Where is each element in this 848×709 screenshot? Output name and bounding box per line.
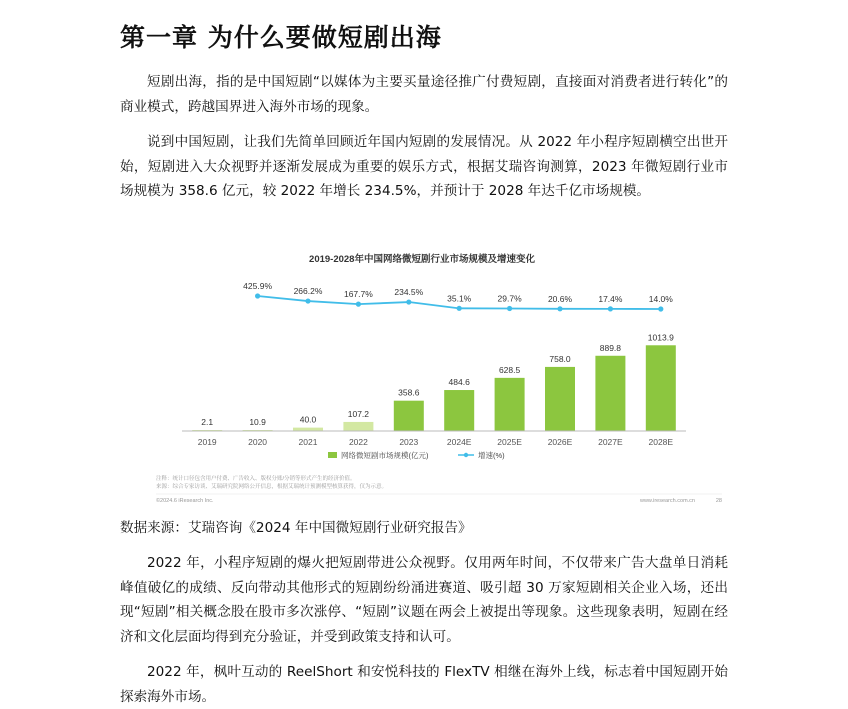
bar-value-label-2019: 2.1 (201, 417, 214, 427)
growth-point-2026E (557, 306, 562, 311)
bar-value-label-2022: 107.2 (347, 408, 370, 419)
bar-2024E (444, 390, 474, 431)
legend-bar-label: 网络微短剧市场规模(亿元) (341, 451, 429, 460)
chart-website: www.iresearch.com.cn (639, 498, 695, 504)
x-tick-label-2020: 2020 (248, 437, 268, 447)
x-tick-label-2023: 2023 (399, 437, 419, 447)
growth-label-2025E: 29.7% (497, 293, 522, 304)
growth-point-2020 (255, 293, 260, 298)
bar-2022 (343, 422, 373, 431)
growth-point-2027E (608, 306, 613, 311)
x-tick-label-2027E: 2027E (598, 437, 623, 447)
bar-value-label-2020: 10.9 (249, 417, 266, 427)
bar-2021 (293, 428, 323, 431)
chapter-title: 第一章 为什么要做短剧出海 (120, 23, 442, 52)
bar-value-label-2025E: 628.5 (498, 364, 521, 375)
growth-label-2028E: 14.0% (648, 294, 673, 304)
paragraph-2022-boom: 2022 年，小程序短剧的爆火把短剧带进公众视野。仅用两年时间，不仅带来广告大盘单日消耗峰值破亿的成绩、反向带动其他形式的短剧纷纷涌进赛道、吸引超 30 万家短剧相关企业入场，还出现“短剧”相关概念股在股市多次涨停、“短剧”议题在两会上被提出等现象。这些现象表明，短剧在经济和文化层面均得到充分验证，并受到政策支持和认可。 (120, 555, 728, 645)
bar-2026E (545, 367, 575, 431)
x-tick-label-2021: 2021 (298, 437, 318, 447)
x-tick-label-2026E: 2026E (547, 437, 573, 447)
x-tick-label-2019: 2019 (197, 437, 217, 447)
growth-label-2020: 425.9% (243, 281, 273, 291)
paragraph-overseas: 2022 年，枫叶互动的 ReelShort 和安悦科技的 FlexTV 相继在海外上线，标志着中国短剧开始探索海外市场。 (120, 664, 728, 705)
paragraph-background: 说到中国短剧，让我们先简单回顾近年国内短剧的发展情况。从 2022 年小程序短剧横空出世开始，短剧进入大众视野并逐渐发展成为重要的娱乐方式，根据艾瑞咨询测算，2023 年微短剧行业市场规模为 358.6 亿元，较 2022 年增长 234.5%，并预计于 2028 年达千亿市场规模。 (120, 134, 728, 199)
growth-label-2024E: 35.1% (447, 293, 472, 304)
bar-value-label-2023: 358.6 (398, 387, 420, 398)
data-source-caption: 数据来源：艾瑞咨询《2024 年中国微短剧行业研究报告》 (120, 520, 472, 536)
market-size-chart (150, 240, 728, 512)
paragraph-definition: 短剧出海，指的是中国短剧“以媒体为主要买量途径推广付费短剧，直接面对消费者进行转化”的商业模式，跨越国界进入海外市场的现象。 (120, 74, 728, 115)
bar-value-label-2027E: 889.8 (599, 342, 622, 353)
bar-value-label-2028E: 1013.9 (647, 332, 674, 343)
growth-label-2021: 266.2% (293, 286, 323, 297)
chart-note-2: 来源：综合专家访谈、艾瑞研究院网络公开信息，根据艾瑞统计预测模型核算获得，仅为示意。 (156, 484, 388, 490)
x-tick-label-2028E: 2028E (648, 437, 674, 447)
x-tick-label-2024E: 2024E (446, 437, 472, 447)
x-tick-label-2025E: 2025E (497, 437, 522, 447)
bar-value-label-2024E: 484.6 (448, 377, 470, 388)
bar-value-label-2026E: 758.0 (549, 353, 571, 364)
x-tick-label-2022: 2022 (348, 437, 368, 447)
growth-point-2025E (507, 306, 512, 311)
chart-note-1: 注释：统计口径包含用户付费、广告收入、版权分账/分销等形式产生的经济价值。 (156, 476, 356, 482)
bar-2025E (495, 378, 525, 431)
bar-2028E (646, 345, 676, 431)
growth-point-2024E (457, 306, 462, 311)
growth-point-2023 (406, 299, 411, 304)
bar-2023 (394, 401, 424, 431)
bar-2027E (595, 356, 625, 431)
growth-point-2021 (305, 298, 310, 303)
growth-label-2022: 167.7% (343, 289, 373, 300)
bar-value-label-2021: 40.0 (299, 414, 317, 425)
market-size-chart-figure (150, 240, 728, 512)
chart-copyright: ©2024.6 iResearch Inc. (156, 498, 214, 504)
legend-bar-swatch (328, 452, 337, 458)
legend-line-label: 增速(%) (478, 451, 505, 460)
chart-title: 2019-2028年中国网络微短剧行业市场规模及增速变化 (309, 254, 535, 265)
growth-point-2022 (356, 302, 361, 307)
legend-line-dot (464, 453, 468, 457)
growth-point-2028E (658, 306, 663, 311)
chart-page-number: 28 (715, 498, 722, 504)
growth-label-2023: 234.5% (394, 287, 424, 298)
growth-label-2026E: 20.6% (547, 293, 573, 304)
growth-label-2027E: 17.4% (598, 293, 623, 304)
